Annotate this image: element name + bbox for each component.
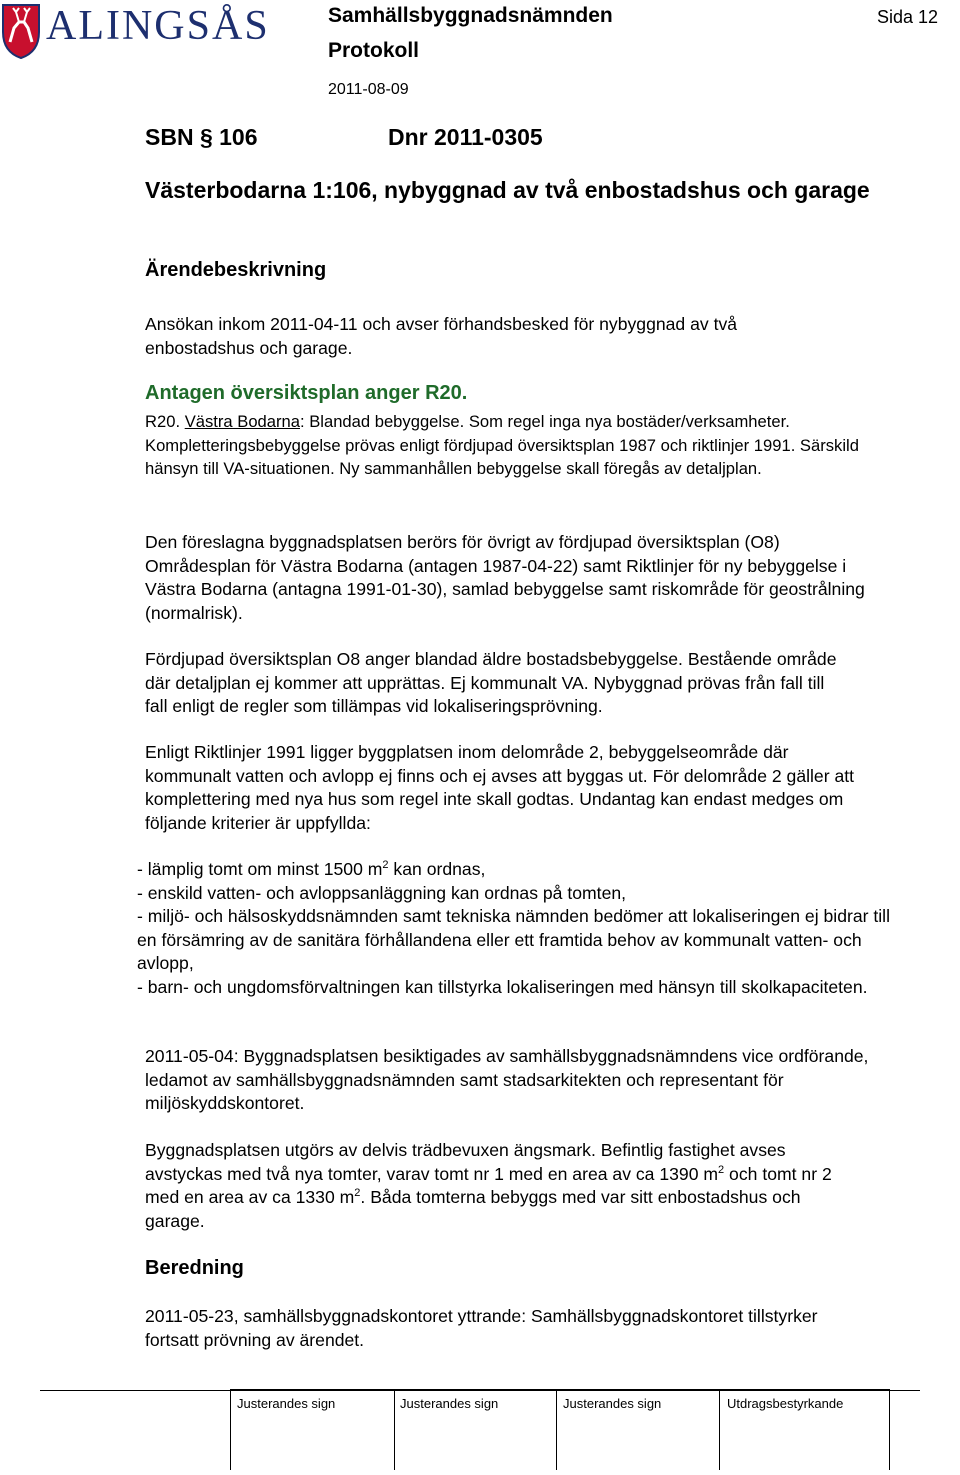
plan-paragraph [145,410,865,481]
paragraph-riktlinjer: Enligt Riktlinjer 1991 ligger byggplatsen inom delområde 2, bebyggelseområde där kommunalt vatten och avlopp ej finns och ej avses att byggas ut. För delområde 2 gäller att komplettering med nya hus som regel inte skall godtas. Undantag kan endast medges om följande kriterier är uppfyllda: [145,742,855,833]
plan-heading: Antagen översiktsplan anger R20. [145,382,468,404]
extract-label: Utdragsbestyrkande [727,1396,844,1411]
plan-r20: R20. [145,412,181,431]
municipality-logo [0,0,270,62]
coat-of-arms-icon [0,2,42,60]
paragraph-fordjupad-plan: Den föreslagna byggnadsplatsen berörs för övrigt av fördjupad översiktsplan (O8) Områdesplan för Västra Bodarna (antagen 1987-04-22) samt Riktlinjer för ny bebyggelse i Västra Bodarna (antagna 1991-01-30), samlad bebyggelse samt riskområde för geostrålning (normalrisk). [145,532,865,623]
paragraph-o8: Fördjupad översiktsplan O8 anger blandad äldre bostadsbebyggelse. Bestående område där detaljplan ej kommer att upprättas. Ej kommunalt VA. Nybyggnad prövas från fall till fall enligt de regler som tillämpas vid lokaliseringsprövning. [145,649,837,716]
signature-label-1: Justerandes sign [237,1396,336,1411]
document-type: Protokoll [328,39,420,62]
list-item: - miljö- och hälsoskyddsnämnden samt tekniska nämnden bedömer att lokaliseringen ej bidrar till en försämring av de sanitära förhållandena eller ett framtida behov av kommunalt vatten- och avlopp, [137,906,890,973]
criteria-list [137,858,897,999]
meeting-date: 2011-08-09 [328,81,409,98]
list-item: - enskild vatten- och avloppsanläggning kan ordnas på tomten, [137,882,627,903]
signature-label-3: Justerandes sign [563,1396,662,1411]
intro-paragraph: Ansökan inkom 2011-04-11 och avser förhandsbesked för nybyggnad av två enbostadshus och garage. [145,314,738,358]
vastra-bodarna-link[interactable]: Västra Bodarna [184,412,300,431]
paragraph-yttrande: 2011-05-23, samhällsbyggnadskontoret yttrande: Samhällsbyggnadskontoret tillstyrker fortsatt prövning av ärendet. [145,1306,818,1350]
board-name: Samhällsbyggnadsnämnden [328,4,613,27]
signature-label-2: Justerandes sign [400,1396,499,1411]
paragraph-number: SBN § 106 [145,124,258,150]
heading-beredning: Beredning [145,1257,244,1279]
case-number: Dnr 2011-0305 [388,124,543,150]
case-title: Västerbodarna 1:106, nybyggnad av två enbostadshus och garage [145,177,870,203]
list-item: - barn- och ungdomsförvaltningen kan tillstyrka lokaliseringen med hänsyn till skolkapaciteten. [137,976,868,997]
page-number: Sida 12 [876,7,938,27]
list-item: - lämplig tomt om minst 1500 $m^2$ kan ordnas, [137,859,486,879]
paragraph-byggnadsplats: Byggnadsplatsen utgörs av delvis trädbevuxen ängsmark. Befintlig fastighet avses avstyckas med två nya tomter, varav tomt nr 1 med en area av ca 1390 $m^2$ och tomt nr 2 med en area av ca 1330 $m^2$. Båda tomterna bebyggs med var sitt enbostadshus och garage. [145,1140,832,1231]
plan-text: : Blandad bebyggelse. Som regel inga nya bostäder/verksamheter. Kompletteringsbebyggelse prövas enligt fördjupad översiktsplan 1987 och riktlinjer 1991. Särskild hänsyn till VA-situationen. Ny sammanhållen bebyggelse skall föregås av detaljplan. [145,412,859,478]
municipality-name: ALINGSÅS [46,3,270,49]
paragraph-besiktning: 2011-05-04: Byggnadsplatsen besiktigades av samhällsbyggnadsnämndens vice ordförande, ledamot av samhällsbyggnadsnämnden samt stadsarkitekten och representant för miljöskyddskontoret. [145,1046,869,1113]
heading-arendebeskrivning: Ärendebeskrivning [145,259,327,281]
